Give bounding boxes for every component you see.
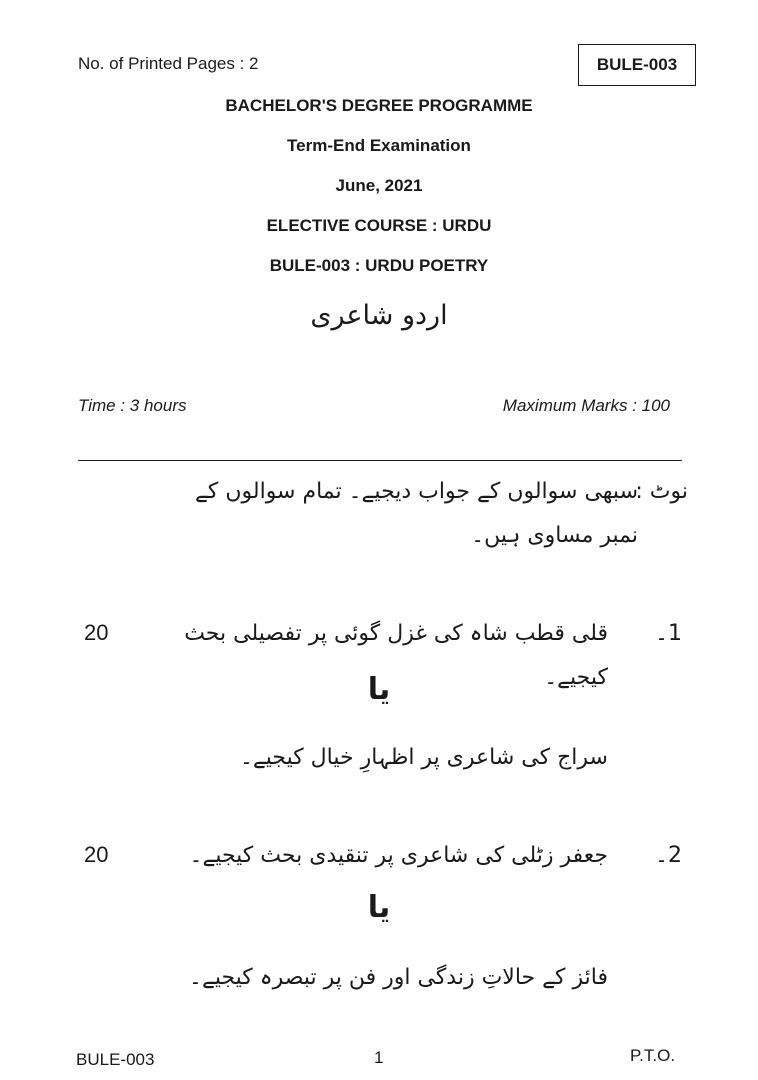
question-1-alternative: سراج کی شاعری پر اظہارِ خیال کیجیے۔ bbox=[239, 745, 608, 770]
question-1-marks: 20 bbox=[84, 620, 109, 645]
exam-session: June, 2021 bbox=[335, 176, 423, 195]
paper-code-box bbox=[578, 44, 696, 86]
page-number: 1 bbox=[374, 1048, 384, 1067]
note-label: نوٹ : bbox=[635, 479, 688, 504]
please-turn-over: P.T.O. bbox=[630, 1046, 676, 1065]
question-2-or: یا bbox=[367, 890, 391, 925]
question-1-or: یا bbox=[367, 672, 391, 707]
printed-pages-count: No. of Printed Pages : 2 bbox=[78, 54, 259, 73]
question-1-number: 1۔ bbox=[655, 621, 682, 646]
divider-line bbox=[78, 460, 682, 461]
question-2-alternative: فائز کے حالاتِ زندگی اور فن پر تبصرہ کیجیے۔ bbox=[189, 965, 608, 990]
programme-title: BACHELOR'S DEGREE PROGRAMME bbox=[225, 96, 533, 115]
paper-title: BULE-003 : URDU POETRY bbox=[269, 256, 489, 275]
exam-title: Term-End Examination bbox=[287, 136, 471, 155]
paper-code: BULE-003 bbox=[596, 55, 678, 74]
note-text: سبھی سوالوں کے جواب دیجیے۔ تمام سوالوں کے نمبر مساوی ہیں۔ bbox=[195, 479, 638, 548]
urdu-paper-title: اردو شاعری bbox=[310, 300, 448, 331]
exam-duration: Time : 3 hours bbox=[78, 396, 187, 415]
footer-paper-code: BULE-003 bbox=[76, 1050, 155, 1069]
question-2-marks: 20 bbox=[84, 842, 109, 867]
maximum-marks: Maximum Marks : 100 bbox=[502, 396, 670, 415]
question-1-text: قلی قطب شاہ کی غزل گوئی پر تفصیلی بحث کیجیے۔ bbox=[184, 621, 608, 690]
question-2-text: جعفر زٹلی کی شاعری پر تنقیدی بحث کیجیے۔ bbox=[189, 843, 608, 868]
question-2-number: 2۔ bbox=[655, 843, 682, 868]
course-title: ELECTIVE COURSE : URDU bbox=[266, 216, 492, 235]
